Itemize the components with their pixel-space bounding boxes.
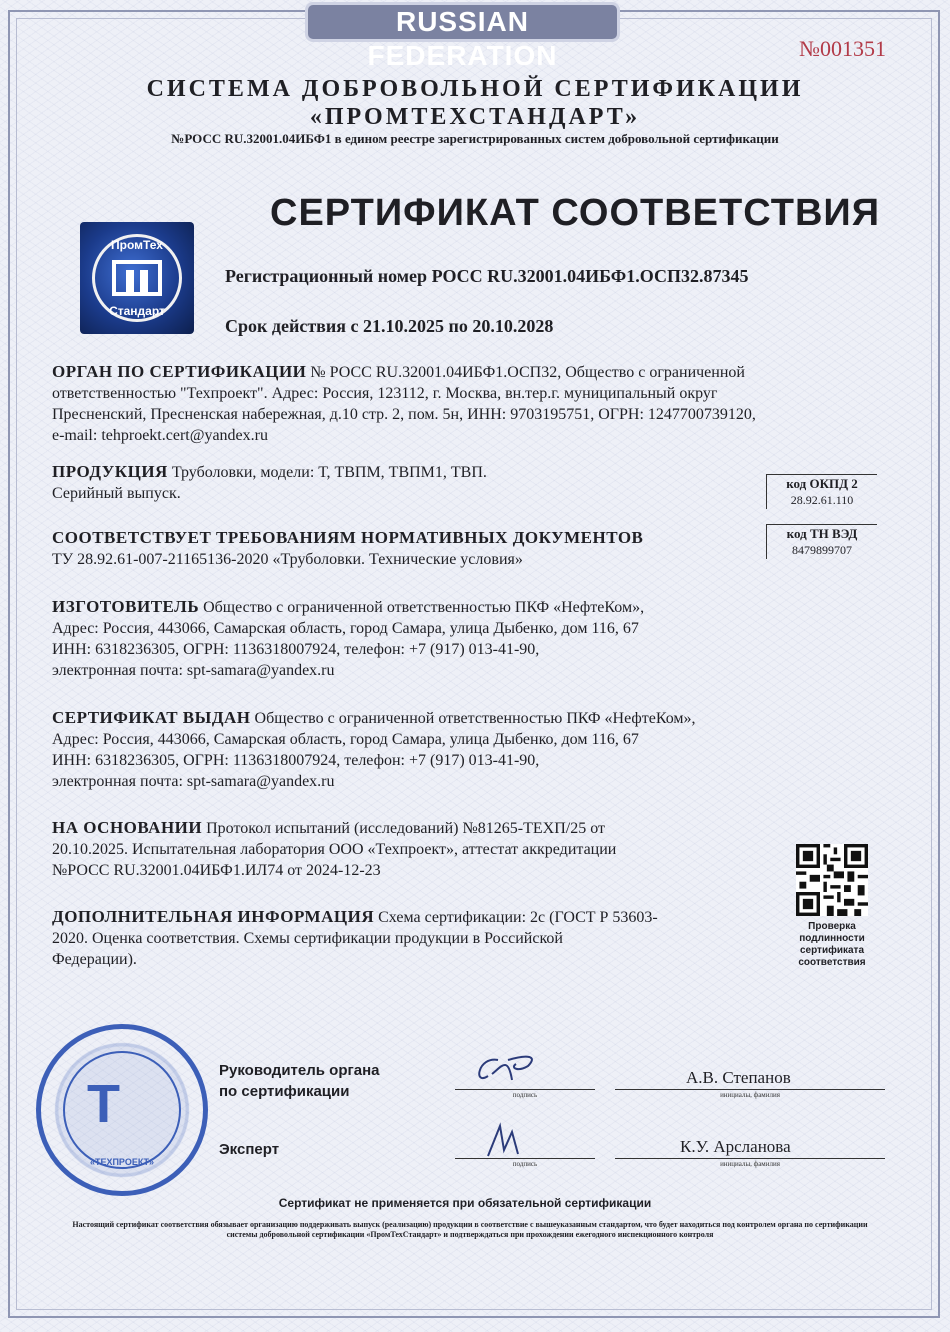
okpd-label: код ОКПД 2	[786, 476, 858, 491]
additional-info-section	[52, 906, 762, 970]
expert-name-line	[615, 1158, 885, 1159]
head-signature-line	[455, 1089, 595, 1090]
additional-info-text-1: Схема сертификации: 2с (ГОСТ Р 53603-	[374, 909, 658, 926]
head-role-line1: Руководитель органа	[219, 1062, 380, 1079]
expert-signature-line	[455, 1158, 595, 1159]
issued-heading: СЕРТИФИКАТ ВЫДАН	[52, 708, 251, 727]
manufacturer-text-3: ИНН: 6318236305, ОГРН: 1136318007924, телефон: +7 (917) 013-41-90,	[52, 641, 540, 658]
logo-text-top: ПромТех	[111, 238, 163, 252]
conformity-heading: СООТВЕТСТВУЕТ ТРЕБОВАНИЯМ НОРМАТИВНЫХ ДОКУМЕНТОВ	[52, 528, 644, 547]
product-heading: ПРОДУКЦИЯ	[52, 462, 168, 481]
manufacturer-text-1: Общество с ограниченной ответственностью ПКФ «НефтеКом»,	[199, 599, 645, 616]
stamp-name: «ТЕХПРОЕКТ»	[89, 1157, 155, 1167]
basis-section	[52, 817, 762, 881]
head-signature-label: подпись	[512, 1091, 538, 1099]
product-text-1: Труболовки, модели: Т, ТВПМ, ТВПМ1, ТВП.	[167, 464, 487, 481]
manufacturer-heading: ИЗГОТОВИТЕЛЬ	[52, 597, 200, 616]
registration-number	[225, 266, 748, 287]
country-banner: RUSSIAN FEDERATION	[305, 2, 620, 42]
reg-label: Регистрационный номер	[225, 266, 428, 286]
footer-note: Сертификат не применяется при обязательной сертификации	[278, 1196, 652, 1210]
okpd-code-box	[766, 474, 877, 509]
organ-text-4: e-mail: tehproekt.cert@yandex.ru	[52, 427, 268, 444]
head-signature-icon	[468, 1046, 568, 1092]
issued-text-4: электронная почта: spt-samara@yandex.ru	[52, 773, 335, 790]
issued-text-1: Общество с ограниченной ответственностью ПКФ «НефтеКом»,	[250, 710, 696, 727]
additional-info-text-3: Федерации).	[52, 951, 137, 968]
product-text-2: Серийный выпуск.	[52, 485, 181, 502]
promtekh-logo	[80, 222, 194, 334]
qr-code-icon[interactable]	[796, 844, 868, 916]
issued-text-3: ИНН: 6318236305, ОГРН: 1136318007924, телефон: +7 (917) 013-41-90,	[52, 752, 540, 769]
basis-text-1: Протокол испытаний (исследований) №81265-ТЕХП/25 от	[202, 820, 605, 837]
organ-section	[52, 361, 852, 446]
organ-text-1: № РОСС RU.32001.04ИБФ1.ОСП32, Общество с ограниченной	[306, 364, 745, 381]
conformity-text: ТУ 28.92.61-007-21165136-2020 «Труболовки. Технические условия»	[52, 551, 523, 568]
additional-info-text-2: 2020. Оценка соответствия. Схемы сертификации продукции в Российской	[52, 930, 563, 947]
head-role	[219, 1060, 379, 1102]
tnved-label: код ТН ВЭД	[786, 526, 858, 541]
manufacturer-section	[52, 596, 644, 681]
head-role-line2: по сертификации	[219, 1083, 350, 1100]
certification-stamp	[36, 1024, 208, 1196]
product-section	[52, 461, 487, 504]
manufacturer-text-4: электронная почта: spt-samara@yandex.ru	[52, 662, 335, 679]
basis-text-2: 20.10.2025. Испытательная лаборатория ООО «Техпроект», аттестат аккредитации	[52, 841, 617, 858]
issued-text-2: Адрес: Россия, 443066, Самарская область, город Самара, улица Дыбенко, дом 116, 67	[52, 731, 639, 748]
expert-signature-label: подпись	[512, 1160, 538, 1168]
organ-text-3: Пресненский, Пресненская набережная, д.10 стр. 2, пом. 5н, ИНН: 9703195751, ОГРН: 1247700739120,	[52, 406, 756, 423]
tnved-code-box	[766, 524, 877, 559]
tnved-value: 8479899707	[792, 543, 852, 557]
head-name: А.В. Степанов	[686, 1068, 791, 1087]
organ-heading: ОРГАН ПО СЕРТИФИКАЦИИ	[52, 362, 307, 381]
manufacturer-text-2: Адрес: Россия, 443066, Самарская область, город Самара, улица Дыбенко, дом 116, 67	[52, 620, 639, 637]
footer-disclaimer: Настоящий сертификат соответствия обязывает организацию поддерживать выпуск (реализацию) продукции в соответствие с вышеуказанным стандартом, что будет находиться под контролем органа по сертификации системы добровольной сертификации «ПромТехСтандарт» и подтверждаться при прохождении ежегодного инспекционного контроля	[72, 1220, 868, 1239]
qr-caption: Проверка подлинности сертификата соответствия	[798, 921, 866, 968]
validity-period: Срок действия с 21.10.2025 по 20.10.2028	[225, 316, 554, 336]
head-name-label: инициалы, фамилия	[720, 1091, 780, 1099]
additional-info-heading: ДОПОЛНИТЕЛЬНАЯ ИНФОРМАЦИЯ	[52, 907, 375, 926]
organ-text-2: ответственностью "Техпроект". Адрес: Россия, 123112, г. Москва, вн.тер.г. муниципальный округ	[52, 385, 718, 402]
system-title-line1: СИСТЕМА ДОБРОВОЛЬНОЙ СЕРТИФИКАЦИИ	[146, 76, 804, 102]
expert-name-label: инициалы, фамилия	[720, 1160, 780, 1168]
registry-line: №РОСС RU.32001.04ИБФ1 в едином реестре зарегистрированных систем добровольной сертификации	[171, 131, 779, 146]
system-title-line2: «ПРОМТЕХСТАНДАРТ»	[309, 104, 641, 130]
logo-text-bottom: Стандарт	[109, 304, 165, 318]
basis-text-3: №РОСС RU.32001.04ИБФ1.ИЛ74 от 2024-12-23	[52, 862, 381, 879]
head-name-line	[615, 1089, 885, 1090]
expert-role: Эксперт	[219, 1141, 280, 1158]
conformity-section	[52, 527, 643, 570]
expert-signature-icon	[478, 1120, 538, 1160]
stamp-monogram-icon: Т	[87, 1074, 120, 1134]
expert-name: К.У. Арсланова	[680, 1137, 791, 1156]
certificate-title: СЕРТИФИКАТ СООТВЕТСТВИЯ	[270, 192, 881, 234]
serial-number: №001351	[799, 36, 886, 61]
okpd-value: 28.92.61.110	[790, 493, 854, 507]
issued-section	[52, 707, 696, 792]
basis-heading: НА ОСНОВАНИИ	[52, 818, 203, 837]
stamp-inner-ring	[63, 1051, 181, 1169]
reg-value: РОСС RU.32001.04ИБФ1.ОСП32.87345	[431, 266, 749, 286]
logo-mark-icon	[112, 260, 162, 296]
